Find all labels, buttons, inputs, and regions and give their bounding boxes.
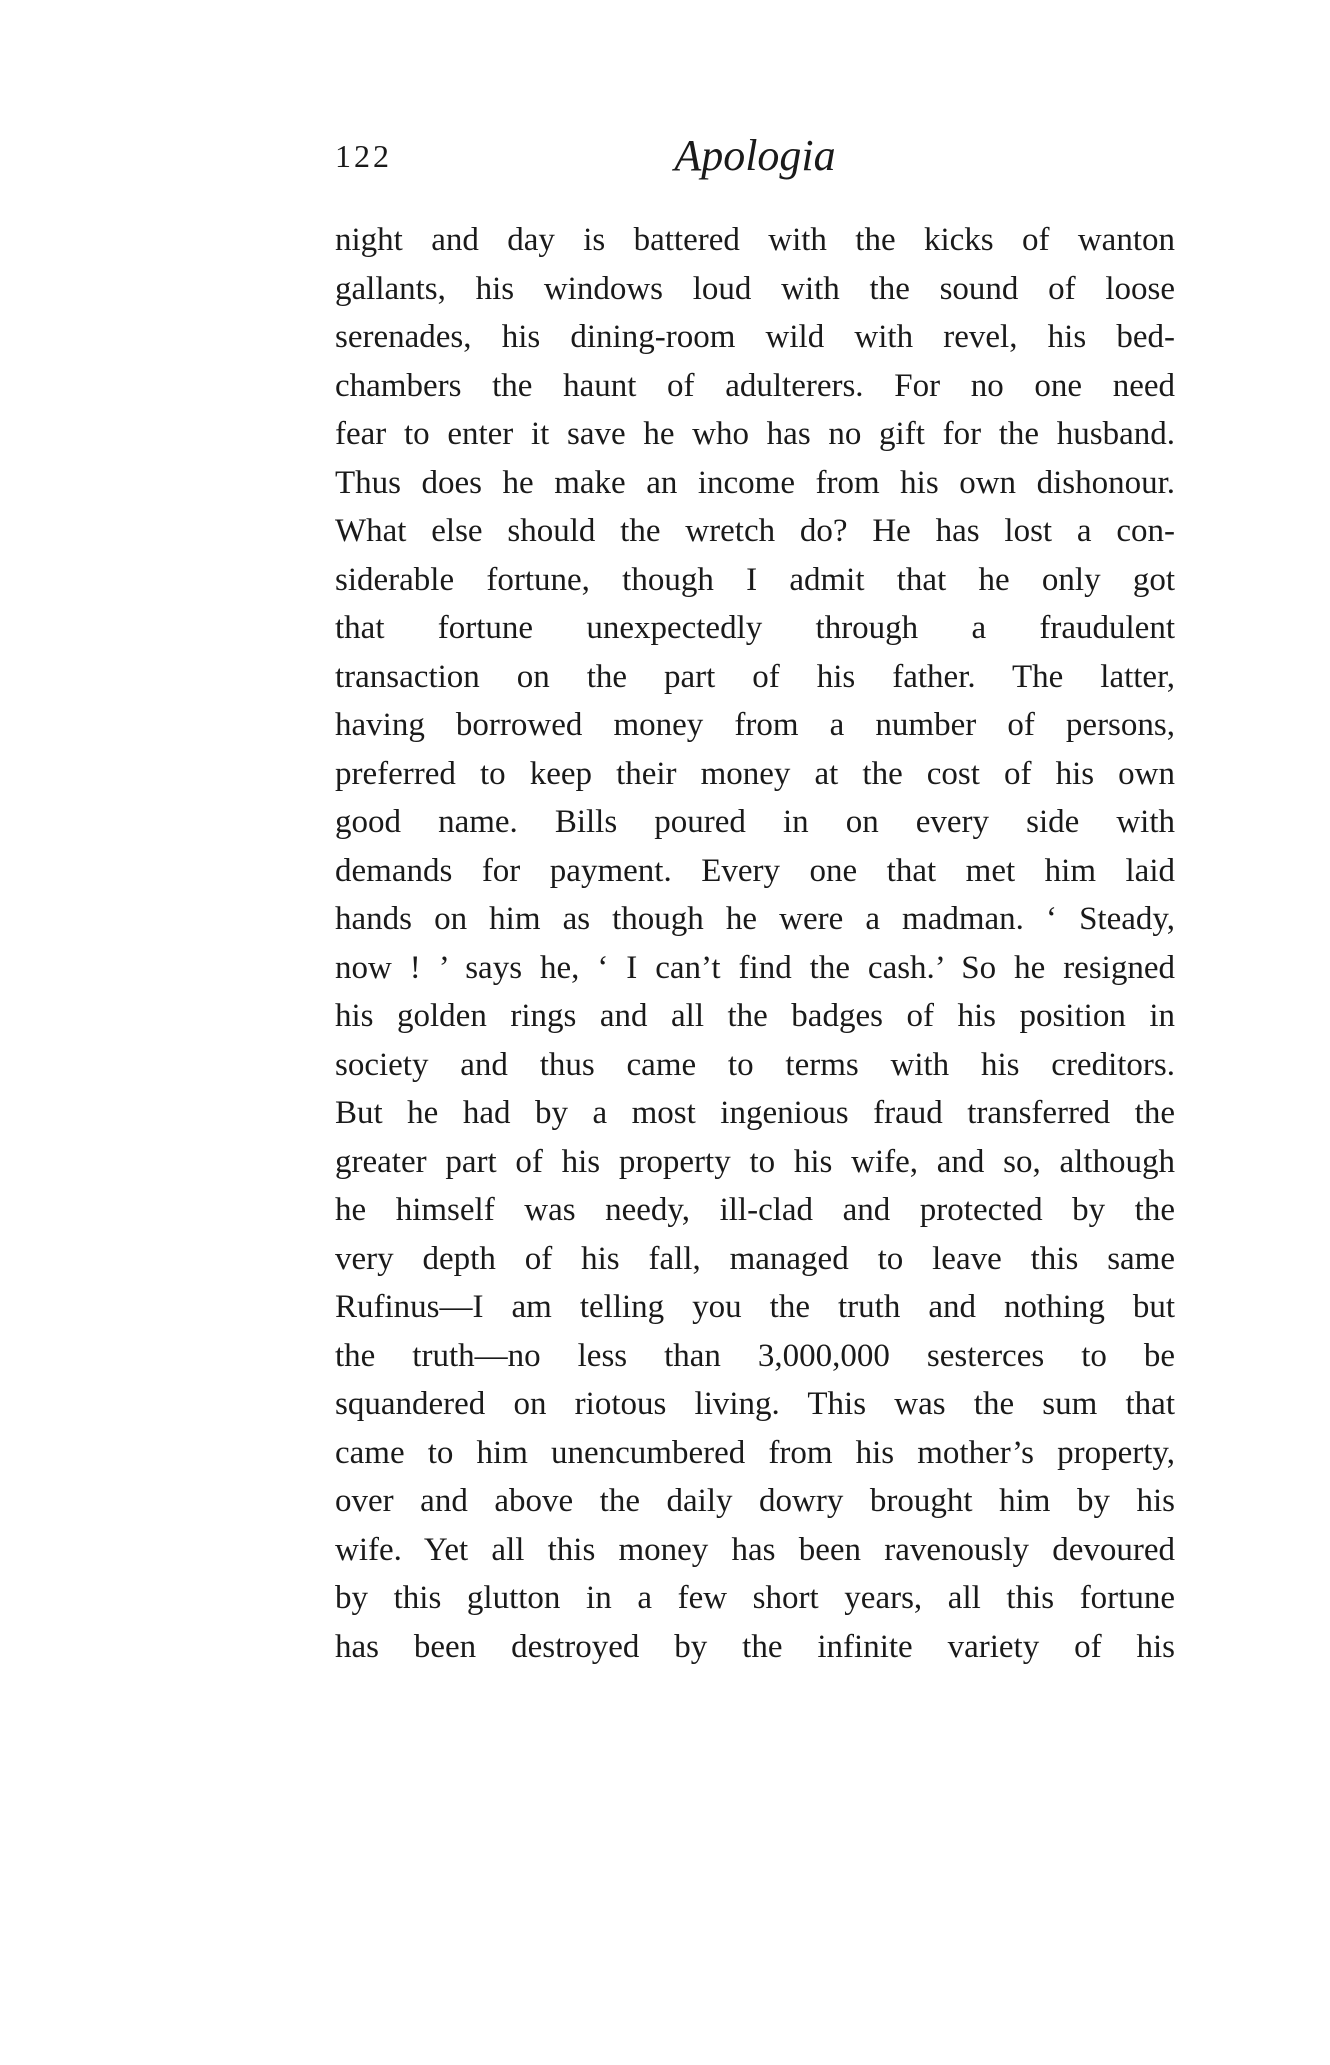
text-line: But he had by a most ingenious fraud transferred the	[335, 1095, 1175, 1131]
text-line: greater part of his property to his wife, and so, although	[335, 1143, 1175, 1180]
text-line: night and day is battered with the kicks of wanton	[335, 222, 1175, 258]
text-line: serenades, his dining-room wild with revel, his bed-	[335, 319, 1175, 355]
text-line: wife. Yet all this money has been ravenously devoured	[335, 1531, 1175, 1568]
text-line: the truth—no less than 3,000,000 sesterces to be	[335, 1337, 1175, 1374]
text-line: chambers the haunt of adulterers. For no one need	[335, 367, 1175, 404]
text-line: hands on him as though he were a madman. ‘ Steady,	[335, 901, 1175, 937]
text-line: good name. Bills poured in on every side with	[335, 804, 1175, 840]
text-line: What else should the wretch do? He has lost a con-	[335, 513, 1175, 549]
text-line: having borrowed money from a number of persons,	[335, 707, 1175, 743]
running-head	[335, 130, 1175, 190]
text-line: Rufinus—I am telling you the truth and nothing but	[335, 1289, 1175, 1325]
text-line: now ! ’ says he, ‘ I can’t find the cash.’ So he resigned	[335, 949, 1175, 986]
text-line: came to him unencumbered from his mother’s property,	[335, 1434, 1175, 1471]
text-line: demands for payment. Every one that met him laid	[335, 852, 1175, 889]
text-line: very depth of his fall, managed to leave this same	[335, 1240, 1175, 1277]
text-line: preferred to keep their money at the cost of his own	[335, 755, 1175, 792]
text-line: siderable fortune, though I admit that he only got	[335, 561, 1175, 598]
text-line: by this glutton in a few short years, all this fortune	[335, 1580, 1175, 1616]
text-line: that fortune unexpectedly through a fraudulent	[335, 610, 1175, 646]
text-line: Thus does he make an income from his own dishonour.	[335, 464, 1175, 501]
text-line: he himself was needy, ill-clad and protected by the	[335, 1192, 1175, 1228]
text-line: society and thus came to terms with his creditors.	[335, 1046, 1175, 1083]
text-line: has been destroyed by the infinite variety of his	[335, 1628, 1175, 1665]
text-line: over and above the daily dowry brought him by his	[335, 1483, 1175, 1519]
text-line: fear to enter it save he who has no gift for the husband.	[335, 416, 1175, 452]
text-line: his golden rings and all the badges of his position in	[335, 998, 1175, 1034]
running-title: Apologia	[674, 131, 836, 180]
text-line: gallants, his windows loud with the sound of loose	[335, 270, 1175, 307]
page-number: 122	[335, 138, 392, 174]
text-line: squandered on riotous living. This was the sum that	[335, 1386, 1175, 1422]
text-line: transaction on the part of his father. The latter,	[335, 658, 1175, 695]
body-text	[335, 216, 1175, 1671]
